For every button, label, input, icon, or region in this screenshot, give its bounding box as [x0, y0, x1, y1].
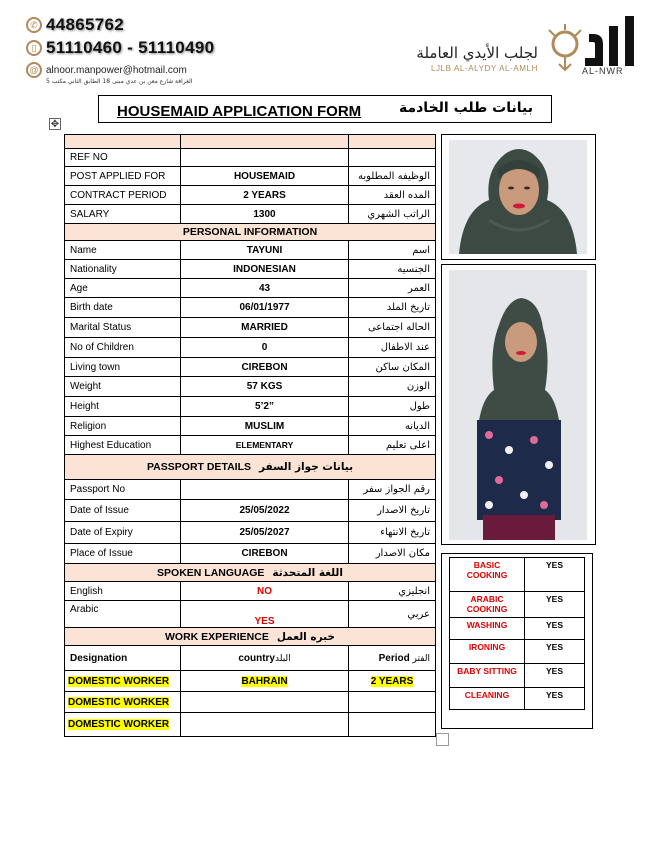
table-row [65, 167, 436, 186]
row-label: Date of Issue [65, 500, 181, 522]
section-passport [65, 455, 436, 480]
section-title-english: PASSPORT DETAILS [146, 461, 251, 473]
skill-value[interactable]: YES [525, 592, 585, 618]
table-row [65, 601, 436, 628]
skill-row [450, 618, 585, 640]
work-header-row [65, 646, 436, 671]
row-label-arabic: الديانه [349, 417, 436, 436]
skill-value[interactable]: YES [525, 688, 585, 710]
table-row [65, 279, 436, 298]
skill-row [450, 664, 585, 688]
row-label: Date of Expiry [65, 522, 181, 544]
height-value[interactable]: 5’2” [181, 397, 349, 417]
row-label: English [65, 582, 181, 601]
designation-cell[interactable] [65, 692, 181, 713]
form-title-english: HOUSEMAID APPLICATION FORM [117, 103, 362, 120]
marital-status-value[interactable]: MARRIED [181, 318, 349, 338]
ref-no-value[interactable] [181, 149, 349, 167]
row-label-arabic: اعلى تعليم [349, 436, 436, 455]
row-label-arabic: مكان الاصدار [349, 544, 436, 564]
row-label: SALARY [65, 205, 181, 224]
row-label-arabic: الوزن [349, 377, 436, 397]
row-label-arabic: تاريخ الاصدار [349, 500, 436, 522]
designation-value: DOMESTIC WORKER [68, 719, 170, 730]
designation-value: DOMESTIC WORKER [68, 696, 170, 708]
table-row [65, 149, 436, 167]
table-row [65, 298, 436, 318]
row-label: No of Children [65, 338, 181, 358]
table-row [65, 582, 436, 601]
period-cell[interactable] [349, 713, 436, 737]
phone-main[interactable]: 44865762 [46, 15, 125, 34]
nationality-value[interactable]: INDONESIAN [181, 260, 349, 279]
row-label-arabic: الجنسيه [349, 260, 436, 279]
logo-arabic-text: لجلب الأيدي العاملة [416, 44, 538, 62]
table-row [65, 436, 436, 455]
row-label: REF NO [65, 149, 181, 167]
row-label: Age [65, 279, 181, 298]
row-label: Birth date [65, 298, 181, 318]
issue-place-value[interactable]: CIREBON [181, 544, 349, 564]
skill-name: CLEANING [450, 688, 525, 710]
form-title-arabic: بيانات طلب الخادمة [398, 100, 533, 116]
age-value[interactable]: 43 [181, 279, 349, 298]
country-cell[interactable] [181, 671, 349, 692]
section-title-english: WORK EXPERIENCE [165, 630, 269, 643]
phone-main-row [26, 15, 124, 35]
table-row [65, 318, 436, 338]
education-value[interactable]: ELEMENTARY [181, 436, 349, 455]
skill-name: ARABIC COOKING [450, 592, 525, 618]
mobile-icon: ▯ [26, 40, 42, 56]
salary-value[interactable]: 1300 [181, 205, 349, 224]
skill-value[interactable]: YES [525, 618, 585, 640]
table-row [65, 377, 436, 397]
skill-name: WASHING [450, 618, 525, 640]
arabic-value[interactable]: YES [181, 601, 349, 628]
portrait-photo-frame [441, 134, 596, 260]
skill-row [450, 558, 585, 592]
designation-cell[interactable] [65, 671, 181, 692]
table-move-handle-icon[interactable]: ✥ [50, 119, 60, 130]
period-header-arabic: الفتر [412, 653, 430, 664]
period-value: 2 YEARS [370, 675, 414, 687]
skill-value[interactable]: YES [525, 558, 585, 592]
skill-name: BABY SITTING [450, 664, 525, 688]
row-label-arabic: الوظيفه المطلوبه [349, 167, 436, 186]
email-icon: @ [26, 62, 42, 78]
form-title-box [98, 95, 552, 123]
period-cell[interactable] [349, 692, 436, 713]
phone-alt[interactable]: 51110460 - 51110490 [46, 38, 215, 57]
birth-date-value[interactable]: 06/01/1977 [181, 298, 349, 318]
period-header-english: Period [378, 652, 410, 664]
expiry-date-value[interactable]: 25/05/2027 [181, 522, 349, 544]
row-label-arabic [349, 149, 436, 167]
logo-english-text: LJLB AL-ALYDY AL-AMLH [430, 64, 538, 73]
post-value[interactable]: HOUSEMAID [181, 167, 349, 186]
work-row [65, 713, 436, 737]
row-label-arabic: المده العقد [349, 186, 436, 205]
passport-no-value[interactable] [181, 480, 349, 500]
issue-date-value[interactable]: 25/05/2022 [181, 500, 349, 522]
table-row [65, 260, 436, 279]
table-row [65, 186, 436, 205]
english-value[interactable]: NO [181, 582, 349, 601]
country-cell[interactable] [181, 713, 349, 737]
table-row [65, 522, 436, 544]
full-body-photo-frame [441, 264, 596, 545]
row-label-arabic: العمر [349, 279, 436, 298]
row-label-arabic: عربي [349, 601, 436, 628]
skill-row [450, 592, 585, 618]
table-row [65, 205, 436, 224]
table-row [65, 500, 436, 522]
row-label: Weight [65, 377, 181, 397]
section-work [65, 628, 436, 646]
section-title-arabic: بيانات جواز السفر [259, 461, 354, 473]
row-label-arabic: تاريخ الملد [349, 298, 436, 318]
row-label-arabic: المكان ساكن [349, 358, 436, 377]
row-label: Highest Education [65, 436, 181, 455]
name-value[interactable]: TAYUNI [181, 241, 349, 260]
children-value[interactable]: 0 [181, 338, 349, 358]
skill-row [450, 688, 585, 710]
country-cell[interactable] [181, 692, 349, 713]
row-label: Marital Status [65, 318, 181, 338]
work-row [65, 671, 436, 692]
country-header-english: country [238, 652, 275, 664]
row-label-arabic: الراتب الشهري [349, 205, 436, 224]
section-title [65, 564, 436, 582]
phone-icon: ✆ [26, 17, 42, 33]
row-label: POST APPLIED FOR [65, 167, 181, 186]
skill-name: IRONING [450, 640, 525, 664]
skills-table [449, 557, 585, 710]
row-label-arabic: طول [349, 397, 436, 417]
phone-alt-row [26, 38, 214, 58]
address: الغرافة شارع معن بن عدي مبنى 18 الطابق الثاني مكتب 5 [46, 78, 193, 85]
row-label-arabic: اسم [349, 241, 436, 260]
country-value: BAHRAIN [241, 675, 288, 687]
row-label-arabic: الحاله اجتماعى [349, 318, 436, 338]
skill-name: BASIC COOKING [450, 558, 525, 592]
table-header-row [65, 135, 436, 149]
row-label: CONTRACT PERIOD [65, 186, 181, 205]
table-row [65, 480, 436, 500]
email-link[interactable]: alnoor.manpower@hotmail.com [46, 64, 187, 76]
row-label: Arabic [65, 601, 181, 628]
section-personal [65, 224, 436, 241]
section-title [65, 455, 436, 480]
designation-header: Designation [65, 646, 181, 671]
empty-checkbox[interactable] [436, 733, 449, 746]
section-title-arabic: خبره العمل [276, 630, 335, 643]
section-title [65, 628, 436, 646]
section-title: PERSONAL INFORMATION [65, 224, 436, 241]
section-title-arabic: اللغة المتحدثة [272, 566, 343, 579]
application-table [64, 134, 436, 737]
table-row [65, 417, 436, 436]
period-cell[interactable] [349, 671, 436, 692]
religion-value[interactable]: MUSLIM [181, 417, 349, 436]
logo-name: AL-NWR [582, 66, 624, 76]
skill-value[interactable]: YES [525, 664, 585, 688]
row-label: Living town [65, 358, 181, 377]
row-label: Passport No [65, 480, 181, 500]
skill-value[interactable]: YES [525, 640, 585, 664]
section-title-english: SPOKEN LANGUAGE [157, 566, 265, 579]
table-row [65, 358, 436, 377]
period-header [349, 646, 436, 671]
designation-cell[interactable] [65, 713, 181, 737]
designation-value: DOMESTIC WORKER [68, 675, 170, 687]
row-label-arabic: عند الاطفال [349, 338, 436, 358]
row-label: Place of Issue [65, 544, 181, 564]
contract-value[interactable]: 2 YEARS [181, 186, 349, 205]
row-label-arabic: انجليزي [349, 582, 436, 601]
table-row [65, 397, 436, 417]
portrait-photo[interactable] [449, 140, 587, 254]
section-language [65, 564, 436, 582]
row-label-arabic: رقم الجواز سفر [349, 480, 436, 500]
row-label: Nationality [65, 260, 181, 279]
full-body-photo[interactable] [449, 270, 587, 540]
living-town-value[interactable]: CIREBON [181, 358, 349, 377]
work-row [65, 692, 436, 713]
row-label: Name [65, 241, 181, 260]
table-row [65, 338, 436, 358]
country-header [181, 646, 349, 671]
table-row [65, 241, 436, 260]
row-label-arabic: تاريخ الانتهاء [349, 522, 436, 544]
country-header-arabic: البلد [275, 653, 291, 664]
weight-value[interactable]: 57 KGS [181, 377, 349, 397]
row-label: Height [65, 397, 181, 417]
table-row [65, 544, 436, 564]
skill-row [450, 640, 585, 664]
email-row [26, 62, 187, 78]
row-label: Religion [65, 417, 181, 436]
